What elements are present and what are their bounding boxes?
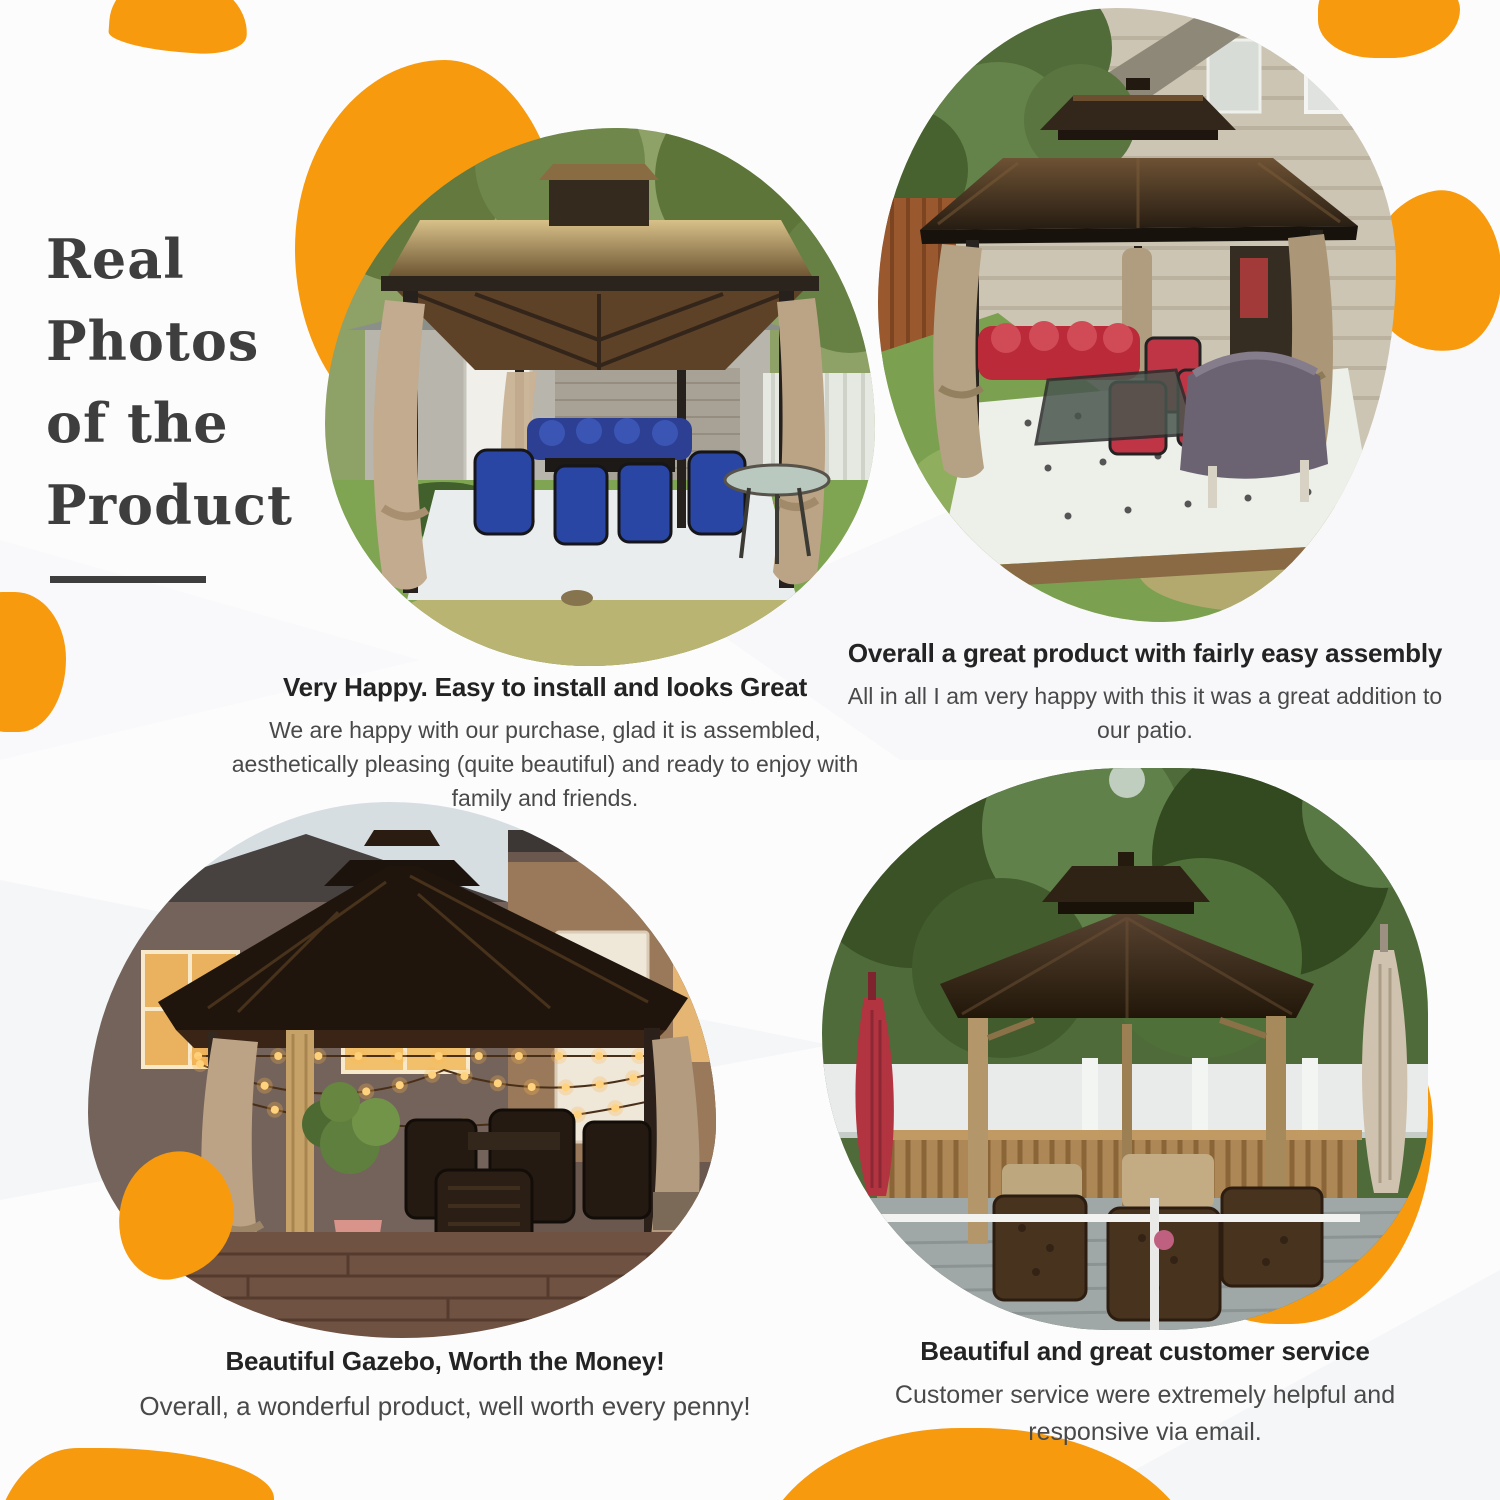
review-title: Very Happy. Easy to install and looks Great — [282, 672, 808, 702]
page-title — [46, 218, 338, 583]
review-caption-bottom-right — [850, 1336, 1440, 1451]
title-underline — [50, 576, 206, 583]
review-title: Beautiful and great customer service — [920, 1336, 1370, 1366]
review-body: All in all I am very happy with this it was a great addition to our patio. — [847, 683, 1443, 743]
review-photo-bottom-right — [822, 768, 1428, 1330]
review-body: Customer service were extremely helpful and responsive via email. — [894, 1381, 1396, 1446]
review-body: Overall, a wonderful product, well worth every penny! — [139, 1391, 751, 1421]
review-caption-bottom-left — [75, 1346, 815, 1425]
photo-scene-gazebo-deck-umbrellas — [822, 768, 1428, 1330]
review-caption-top-left — [205, 672, 885, 815]
review-body: We are happy with our purchase, glad it is assembled, aesthetically pleasing (quite beautiful) and ready to enjoy with family and friends. — [231, 717, 859, 811]
page-title-text: Real Photos of the Product — [46, 227, 293, 537]
review-caption-top-right — [845, 638, 1445, 747]
review-title: Overall a great product with fairly easy assembly — [847, 638, 1443, 668]
review-title: Beautiful Gazebo, Worth the Money! — [225, 1346, 665, 1376]
